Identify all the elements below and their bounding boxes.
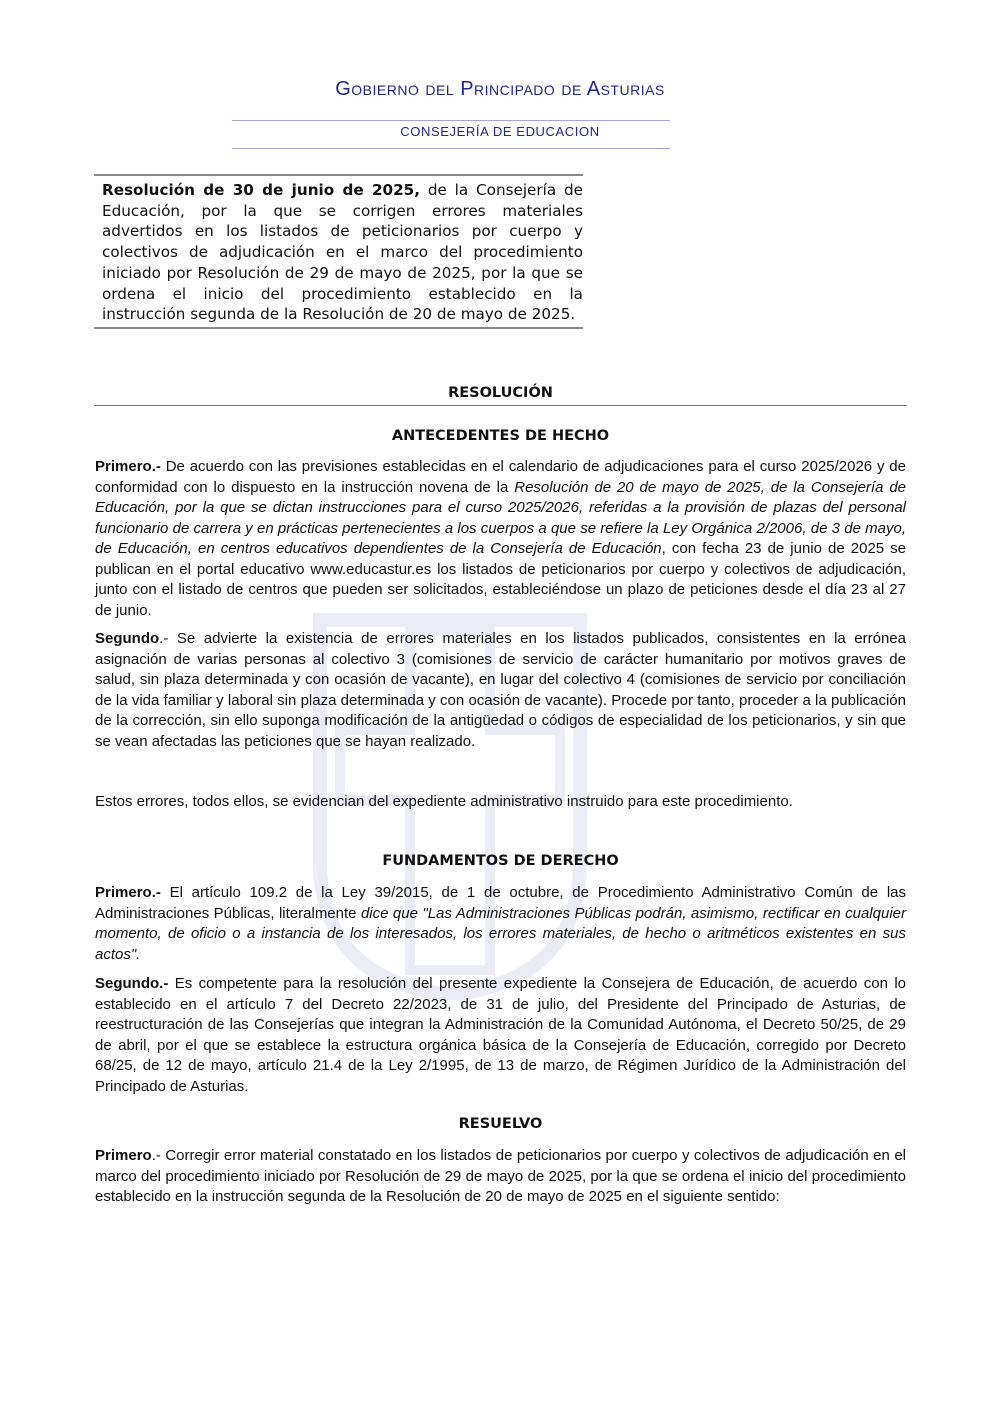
government-name: Gobierno del Principado de Asturias bbox=[335, 78, 665, 100]
title-rule bbox=[94, 405, 907, 406]
para-text: El artículo 109.2 de la Ley 39/2015, de 1 de octubre, de Procedimiento Administrativo Común de las Administraciones Públicas, literalmente bbox=[95, 884, 906, 922]
section-heading-fundamentos: FUNDAMENTOS DE DERECHO bbox=[382, 853, 619, 869]
para-label: Segundo.- bbox=[95, 975, 169, 992]
summary-lead: Resolución de 30 de junio de 2025, bbox=[102, 181, 420, 199]
para-label: Primero bbox=[95, 1147, 152, 1164]
para-label: Primero.- bbox=[95, 458, 161, 475]
department-name: CONSEJERÍA DE EDUCACION bbox=[400, 124, 600, 139]
fundamentos-segundo bbox=[95, 974, 906, 1097]
section-heading-resuelvo: RESUELVO bbox=[458, 1116, 543, 1132]
section-heading-antecedentes: ANTECEDENTES DE HECHO bbox=[391, 428, 610, 444]
antecedentes-nota: Estos errores, todos ellos, se evidencian del expediente administrativo instruido para este procedimiento. bbox=[95, 793, 793, 810]
header-divider-top bbox=[232, 120, 670, 121]
para-text: Es competente para la resolución del presente expediente la Consejera de Educación, de acuerdo con lo establecido en el artículo 7 del Decreto 22/2023, de 31 de julio, del Presidente del Principado de Asturias, de reestructuración de las Consejerías que integran la Administración de la Comunidad Autónoma, el Decreto 50/25, de 29 de abril, por el que se establece la estructura orgánica básica de la Consejería de Educación, corregido por Decreto 68/25, de 12 de mayo, artículo 21.4 de la Ley 2/1995, de 13 de marzo, de Régimen Jurídico de la Administración del Principado de Asturias. bbox=[95, 975, 906, 1095]
para-label: Segundo bbox=[95, 630, 160, 647]
document-title: RESOLUCIÓN bbox=[448, 385, 553, 401]
resuelvo-primero bbox=[95, 1146, 906, 1208]
para-citation: Resolución de 20 de mayo de 2025, de la Consejería de Educación, por la que se dictan instrucciones para el curso 2025/2026, referidas a la provisión de plazas del personal funcionario de carrera y en prácticas pertenecientes a los cuerpos a que se refiere la Ley Orgánica 2/2006, de 3 de mayo, de Educación, en centros educativos dependientes de la Consejería de Educación bbox=[95, 478, 906, 557]
antecedentes-primero bbox=[95, 457, 906, 621]
para-text: .- Se advierte la existencia de errores materiales en los listados publicados, consistentes en la errónea asignación de varias personas al colectivo 3 (comisiones de servicio de carácter humanitario por motivos graves de salud, sin plaza determinada y con ocasión de vacante), en lugar del colectivo 4 (comisiones de servicio por conciliación de la vida familiar y laboral sin plaza determinada y con ocasión de vacante). Procede por tanto, proceder a la publicación de la corrección, sin ello suponga modificación de la antigüedad o códigos de especialidad de los peticionarios, y sin que se vean afectadas las peticiones que se hayan realizado. bbox=[95, 630, 906, 750]
header-divider-bottom bbox=[232, 148, 670, 149]
resolution-summary bbox=[94, 174, 583, 329]
para-text: De acuerdo con las previsiones establecidas en el calendario de adjudicaciones para el curso 2025/2026 y de conformidad con lo dispuesto en la instrucción novena de la bbox=[95, 458, 906, 496]
fundamentos-primero bbox=[95, 883, 906, 965]
summary-text: de la Consejería de Educación, por la que se corrigen errores materiales advertidos en los listados de peticionarios por cuerpo y colectivos de adjudicación en el marco del procedimiento iniciado por Resolución de 29 de mayo de 2025, por la que se ordena el inicio del procedimiento establecido en la instrucción segunda de la Resolución de 20 de mayo de 2025. bbox=[102, 181, 584, 324]
antecedentes-segundo bbox=[95, 629, 906, 752]
para-label: Primero.- bbox=[95, 884, 161, 901]
para-text: , con fecha 23 de junio de 2025 se publican en el portal educativo www.educastur.es los listados de peticionarios por cuerpo y colectivos de adjudicación, junto con el listado de centros que pueden ser solicitados, estableciéndose un plazo de peticiones desde el día 23 al 27 de junio. bbox=[95, 540, 907, 619]
para-text: .- Corregir error material constatado en los listados de peticionarios por cuerpo y colectivos de adjudicación en el marco del procedimiento iniciado por Resolución de 29 de mayo de 2025, por la que se ordena el inicio del procedimiento establecido en la instrucción segunda de la Resolución de 20 de mayo de 2025 en el siguiente sentido: bbox=[95, 1147, 906, 1205]
letterhead bbox=[0, 78, 1000, 101]
para-citation: dice que "Las Administraciones Públicas podrán, asimismo, rectificar en cualquier momento, de oficio o a instancia de los interesados, los errores materiales, de hecho o aritméticos existentes en sus actos". bbox=[95, 904, 906, 963]
